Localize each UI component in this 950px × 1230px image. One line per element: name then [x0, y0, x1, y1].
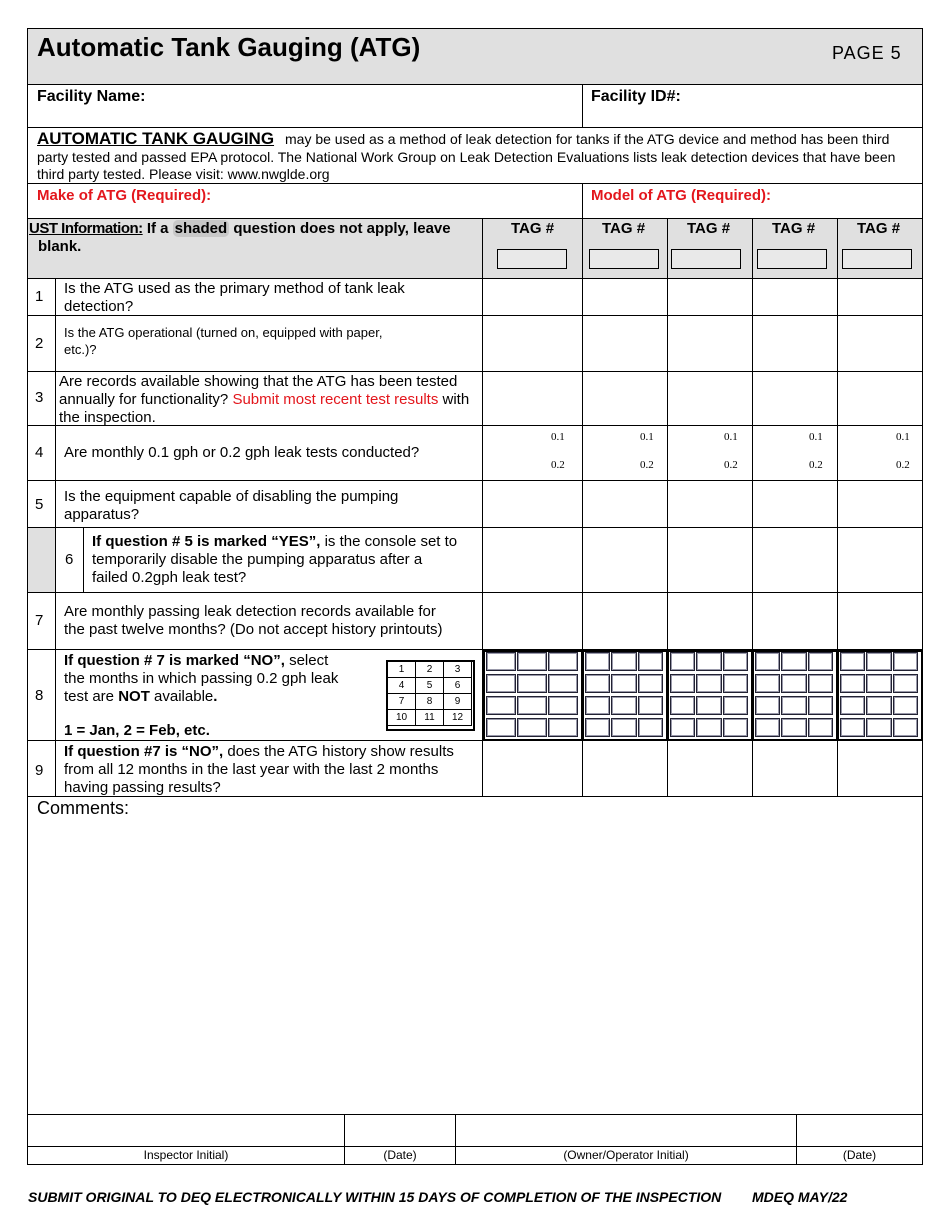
q1-text-line-2: detection?	[64, 298, 134, 315]
month-checkbox[interactable]	[808, 718, 833, 737]
month-legend-cell: 10	[387, 709, 416, 726]
month-checkbox[interactable]	[723, 696, 748, 715]
q9-text-line-3: having passing results?	[64, 779, 221, 796]
q6-text-line-3: failed 0.2gph leak test?	[92, 569, 247, 586]
inspector-date-field[interactable]	[345, 1115, 455, 1146]
month-checkbox[interactable]	[670, 718, 695, 737]
month-legend-cell: 12	[443, 709, 472, 726]
q6-text-line-2: temporarily disable the pumping apparatus after a	[92, 551, 423, 568]
tag-input-2[interactable]	[589, 249, 659, 269]
tag-input-5[interactable]	[842, 249, 912, 269]
month-checkbox[interactable]	[638, 718, 663, 737]
owner-initial-label: (Owner/Operator Initial)	[563, 1148, 689, 1162]
intro-line-3: third party tested. Please visit: www.nwglde.org	[37, 166, 330, 182]
month-checkbox[interactable]	[840, 674, 865, 693]
model-label: Model of ATG (Required):	[591, 187, 771, 204]
month-checkbox[interactable]	[638, 652, 663, 671]
month-legend-cell: 5	[415, 677, 444, 694]
ust-info-line-2: blank.	[38, 238, 82, 255]
q6-text-line-1-rest: is the console set to	[320, 533, 458, 550]
model-field[interactable]	[790, 185, 915, 215]
month-checkbox[interactable]	[866, 718, 891, 737]
ust-info-text-b: question does not apply, leave	[229, 220, 451, 237]
q8-text-line-2: the months in which passing 0.2 gph leak	[64, 670, 339, 687]
month-checkbox[interactable]	[866, 674, 891, 693]
comments-label: Comments:	[37, 798, 130, 818]
q4-tag2-opt-01[interactable]: 0.1	[640, 431, 654, 443]
month-checkbox[interactable]	[893, 718, 918, 737]
q8-text-line-3	[64, 688, 217, 705]
month-checkbox[interactable]	[755, 652, 780, 671]
q4-tag4-opt-01[interactable]: 0.1	[809, 431, 823, 443]
month-checkbox[interactable]	[585, 718, 610, 737]
intro-line-2: party tested and passed EPA protocol. The National Work Group on Leak Detection Evaluations lists leak detection devices that have been	[37, 149, 896, 165]
month-checkbox[interactable]	[866, 652, 891, 671]
month-checkbox[interactable]	[486, 718, 516, 737]
facility-id-field[interactable]	[700, 86, 915, 124]
q3-text-line-2	[59, 391, 469, 408]
month-checkbox[interactable]	[486, 674, 516, 693]
q9-number: 9	[35, 762, 44, 779]
month-checkbox[interactable]	[840, 696, 865, 715]
q4-tag1-opt-01[interactable]: 0.1	[551, 431, 565, 443]
month-checkbox[interactable]	[696, 718, 721, 737]
q4-tag3-opt-02[interactable]: 0.2	[724, 459, 738, 471]
q4-tag5-opt-01[interactable]: 0.1	[896, 431, 910, 443]
month-checkbox[interactable]	[517, 674, 547, 693]
inspector-initial-label: Inspector Initial)	[143, 1148, 229, 1162]
q8-period: .	[213, 688, 218, 705]
month-checkbox[interactable]	[611, 696, 636, 715]
month-checkbox[interactable]	[486, 652, 516, 671]
q6-bold-lead: If question # 5 is marked “YES”,	[92, 533, 321, 550]
q3-text-line-2b: with	[438, 391, 470, 408]
month-checkbox[interactable]	[755, 696, 780, 715]
q2-number: 2	[35, 335, 44, 352]
q3-red-instruction: Submit most recent test results	[232, 391, 439, 408]
month-checkbox[interactable]	[696, 674, 721, 693]
tag-input-4[interactable]	[757, 249, 827, 269]
tag-header-5: TAG #	[857, 220, 901, 237]
owner-initial-field[interactable]	[456, 1115, 796, 1146]
q8-text-line-1	[64, 652, 328, 669]
month-checkbox[interactable]	[585, 674, 610, 693]
footer-instruction: SUBMIT ORIGINAL TO DEQ ELECTRONICALLY WITHIN 15 DAYS OF COMPLETION OF THE INSPECTION	[28, 1189, 722, 1205]
q3-text-line-1: Are records available showing that the ATG has been tested	[59, 373, 458, 390]
month-checkbox[interactable]	[670, 674, 695, 693]
q4-tag3-opt-01[interactable]: 0.1	[724, 431, 738, 443]
month-checkbox[interactable]	[696, 696, 721, 715]
q5-text-line-1: Is the equipment capable of disabling the pumping	[64, 488, 399, 505]
month-checkbox[interactable]	[548, 718, 578, 737]
month-checkbox[interactable]	[696, 652, 721, 671]
month-checkbox[interactable]	[723, 652, 748, 671]
intro-lead: AUTOMATIC TANK GAUGING	[37, 129, 275, 148]
q2-text-line-1: Is the ATG operational (turned on, equipped with paper,	[64, 325, 383, 340]
ust-info-label: UST Information:	[29, 220, 143, 237]
tag-header-1: TAG #	[511, 220, 555, 237]
month-checkbox[interactable]	[781, 652, 806, 671]
month-checkbox[interactable]	[808, 674, 833, 693]
month-legend-cell: 9	[443, 693, 472, 710]
facility-id-label: Facility ID#:	[591, 88, 681, 105]
q7-number: 7	[35, 612, 44, 629]
month-checkbox[interactable]	[548, 696, 578, 715]
month-checkbox[interactable]	[808, 696, 833, 715]
q6-text-line-1	[92, 533, 457, 550]
q5-text-line-2: apparatus?	[64, 506, 140, 523]
ust-info-text-a: If a	[146, 220, 173, 237]
facility-name-label: Facility Name:	[37, 88, 146, 105]
q4-tag1-opt-02[interactable]: 0.2	[551, 459, 565, 471]
month-checkbox[interactable]	[611, 718, 636, 737]
q7-text-line-2: the past twelve months? (Do not accept history printouts)	[64, 621, 443, 638]
make-label: Make of ATG (Required):	[37, 187, 212, 204]
month-checkbox[interactable]	[723, 718, 748, 737]
q4-text: Are monthly 0.1 gph or 0.2 gph leak tests conducted?	[64, 444, 420, 461]
month-checkbox[interactable]	[517, 696, 547, 715]
month-checkbox[interactable]	[808, 652, 833, 671]
q4-tag5-opt-02[interactable]: 0.2	[896, 459, 910, 471]
intro-line-1: may be used as a method of leak detection for tanks if the ATG device and method has been third	[285, 131, 890, 147]
inspector-date-label: (Date)	[383, 1148, 417, 1162]
month-legend-cell: 11	[415, 709, 444, 726]
footer-code: MDEQ MAY/22	[752, 1189, 848, 1205]
month-legend-cell: 1	[387, 661, 416, 678]
month-legend-cell: 3	[443, 661, 472, 678]
month-checkbox[interactable]	[723, 674, 748, 693]
q9-bold-lead: If question #7 is “NO”,	[64, 743, 224, 760]
q9-text-line-1	[64, 743, 454, 760]
ust-shaded-word: shaded	[174, 220, 228, 237]
comments-area[interactable]	[30, 822, 920, 1110]
q7-text-line-1: Are monthly passing leak detection records available for	[64, 603, 436, 620]
month-checkbox[interactable]	[638, 696, 663, 715]
q6-number: 6	[65, 551, 74, 568]
month-checkbox[interactable]	[781, 718, 806, 737]
month-checkbox[interactable]	[781, 696, 806, 715]
page-number: PAGE 5	[832, 43, 902, 63]
q1-number: 1	[35, 288, 44, 305]
q4-tag4-opt-02[interactable]: 0.2	[809, 459, 823, 471]
month-checkbox[interactable]	[840, 652, 865, 671]
q9-text-line-2: from all 12 months in the last year with the last 2 months	[64, 761, 439, 778]
month-legend-cell: 4	[387, 677, 416, 694]
q8-month-legend: 1 = Jan, 2 = Feb, etc.	[64, 722, 210, 739]
month-legend-cell: 2	[415, 661, 444, 678]
q1-text-line-1: Is the ATG used as the primary method of tank leak	[64, 280, 405, 297]
page-title: Automatic Tank Gauging (ATG)	[37, 32, 421, 62]
month-checkbox[interactable]	[611, 674, 636, 693]
month-checkbox[interactable]	[486, 696, 516, 715]
month-checkbox[interactable]	[548, 652, 578, 671]
tag-header-2: TAG #	[602, 220, 646, 237]
q8-number: 8	[35, 687, 44, 704]
q8-text-line-3a: test are	[64, 688, 119, 705]
month-checkbox[interactable]	[670, 652, 695, 671]
q4-number: 4	[35, 444, 44, 461]
owner-date-label: (Date)	[842, 1148, 877, 1162]
ust-info-line-1	[29, 220, 451, 237]
q3-text-line-2a: annually for functionality?	[59, 391, 233, 408]
inspector-initial-field[interactable]	[28, 1115, 344, 1146]
tag-header-4: TAG #	[772, 220, 816, 237]
month-checkbox[interactable]	[866, 696, 891, 715]
q8-bold-lead: If question # 7 is marked “NO”,	[64, 652, 285, 669]
month-checkbox[interactable]	[638, 674, 663, 693]
q4-tag2-opt-02[interactable]: 0.2	[640, 459, 654, 471]
month-checkbox[interactable]	[893, 696, 918, 715]
month-checkbox[interactable]	[781, 674, 806, 693]
tag-input-1[interactable]	[497, 249, 567, 269]
month-checkbox[interactable]	[517, 718, 547, 737]
month-checkbox[interactable]	[517, 652, 547, 671]
month-checkbox[interactable]	[670, 696, 695, 715]
make-field[interactable]	[240, 185, 575, 215]
q8-text-line-3c: available	[149, 688, 214, 705]
month-checkbox[interactable]	[893, 674, 918, 693]
month-checkbox[interactable]	[611, 652, 636, 671]
q8-text-line-1-rest: select	[284, 652, 329, 669]
month-checkbox[interactable]	[755, 718, 780, 737]
month-checkbox[interactable]	[755, 674, 780, 693]
q5-number: 5	[35, 496, 44, 513]
month-legend-cell: 7	[387, 693, 416, 710]
q3-number: 3	[35, 389, 44, 406]
month-legend-cell: 6	[443, 677, 472, 694]
q9-text-line-1-rest: does the ATG history show results	[223, 743, 454, 760]
month-legend-cell: 8	[415, 693, 444, 710]
tag-input-3[interactable]	[671, 249, 741, 269]
tag-header-3: TAG #	[687, 220, 731, 237]
month-checkbox[interactable]	[585, 652, 610, 671]
month-checkbox[interactable]	[585, 696, 610, 715]
facility-name-field[interactable]	[200, 86, 575, 124]
month-checkbox[interactable]	[840, 718, 865, 737]
q8-not-bold: NOT	[118, 688, 150, 705]
month-checkbox[interactable]	[548, 674, 578, 693]
month-checkbox[interactable]	[893, 652, 918, 671]
owner-date-field[interactable]	[797, 1115, 922, 1146]
q2-text-line-2: etc.)?	[64, 342, 97, 357]
q3-text-line-3: the inspection.	[59, 409, 156, 426]
